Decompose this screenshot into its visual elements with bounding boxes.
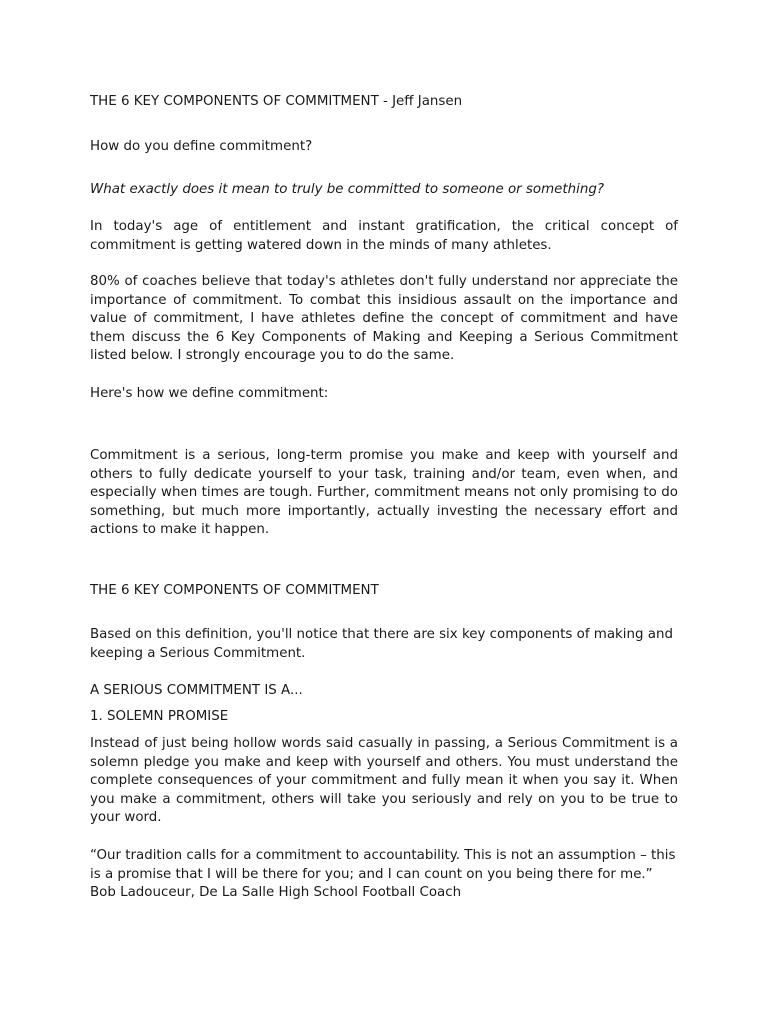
coaches-paragraph: 80% of coaches believe that today's athletes don't fully understand nor appreciate the importance of commitment. To combat this insidious assault on the importance and value of commitment, I have athletes define the concept of commitment and have them discuss the 6 Key Components of Making and Keeping a Serious Commitment listed below. I strongly encourage you to do the same. xyxy=(90,274,678,364)
section-heading: THE 6 KEY COMPONENTS OF COMMITMENT xyxy=(90,583,379,598)
serious-commitment-label: A SERIOUS COMMITMENT IS A... xyxy=(90,683,303,698)
document-title: THE 6 KEY COMPONENTS OF COMMITMENT - Jeff Jansen xyxy=(90,94,463,109)
quote: “Our tradition calls for a commitment to accountability. This is not an assumption – this is a promise that I will be there for you; and I can count on you being there for me.” xyxy=(90,848,676,882)
define-question: How do you define commitment? xyxy=(90,139,313,154)
define-intro: Here's how we define commitment: xyxy=(90,386,329,401)
based-on-paragraph: Based on this definition, you'll notice that there are six key components of making and keeping a Serious Commitment. xyxy=(90,627,673,661)
entitlement-paragraph: In today's age of entitlement and instant gratification, the critical concept of commitment is getting watered down in the minds of many athletes. xyxy=(90,219,678,253)
definition-paragraph: Commitment is a serious, long-term promise you make and keep with yourself and others to fully dedicate yourself to your task, training and/or team, even when, and especially when times are tough. Further, commitment means not only promising to do something, but much more importantly, actually investing the necessary effort and actions to make it happen. xyxy=(90,448,678,538)
quote-attribution: Bob Ladouceur, De La Salle High School Football Coach xyxy=(90,885,462,900)
italic-question: What exactly does it mean to truly be committed to someone or something? xyxy=(90,182,604,197)
item-1-heading: 1. SOLEMN PROMISE xyxy=(90,709,229,724)
item-1-body: Instead of just being hollow words said casually in passing, a Serious Commitment is a solemn pledge you make and keep with yourself and others. You must understand the complete consequences of your commitment and fully mean it when you say it. When you make a commitment, others will take you seriously and rely on you to be true to your word. xyxy=(90,736,678,826)
